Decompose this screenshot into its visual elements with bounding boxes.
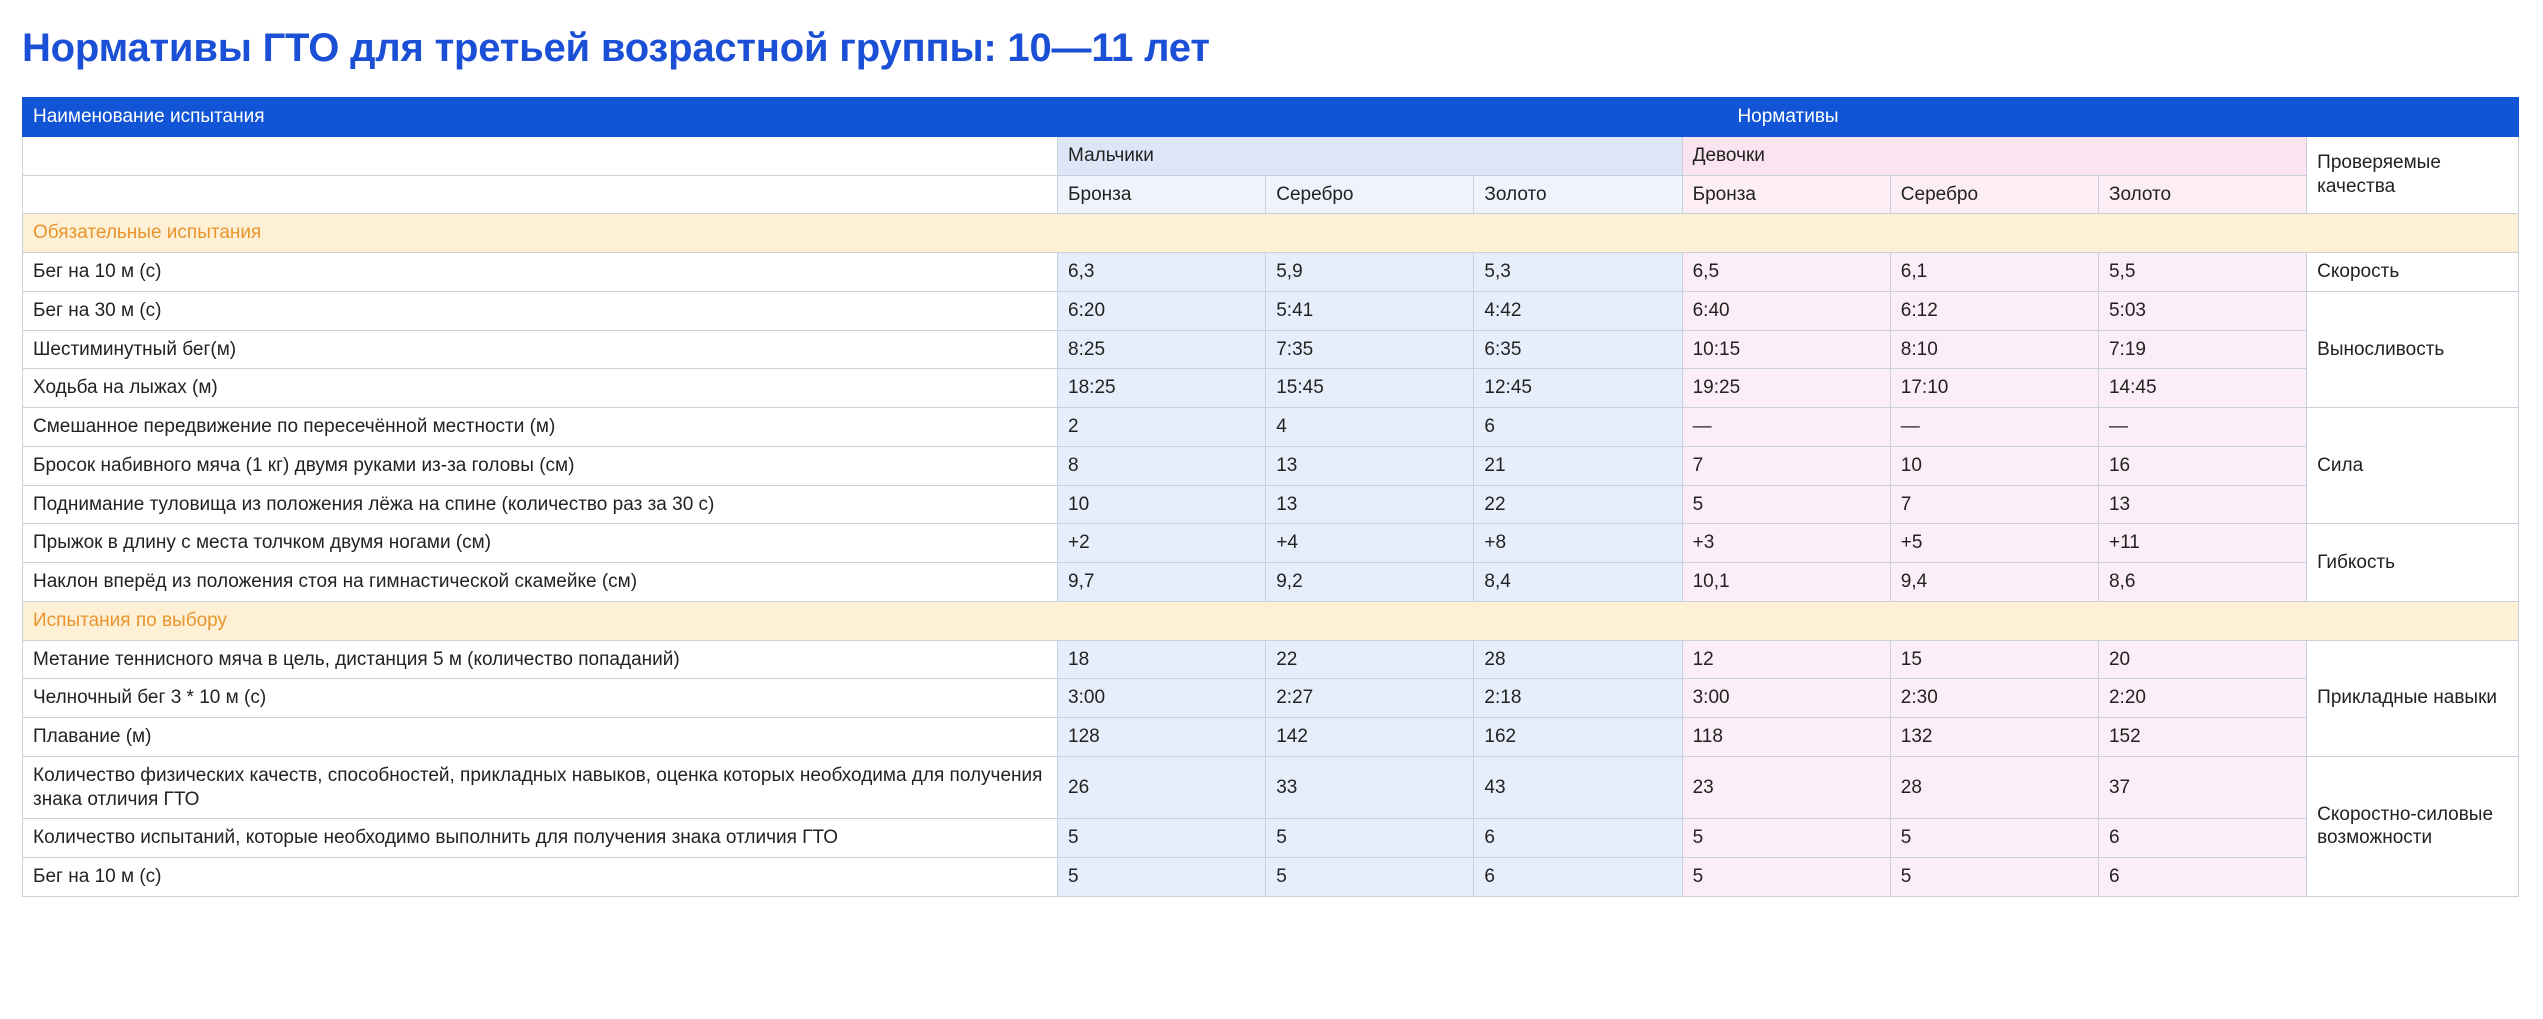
table-row xyxy=(23,718,2519,757)
girls-value-cell: 152 xyxy=(2098,718,2306,757)
test-name-cell: Количество испытаний, которые необходимо выполнить для получения знака отличия ГТО xyxy=(23,819,1058,858)
boys-value-cell: 6:20 xyxy=(1058,291,1266,330)
girls-value-cell: 7 xyxy=(1682,446,1890,485)
table-row xyxy=(23,446,2519,485)
boys-value-cell: 15:45 xyxy=(1266,369,1474,408)
test-name-cell: Поднимание туловища из положения лёжа на спине (количество раз за 30 с) xyxy=(23,485,1058,524)
boys-value-cell: 2:18 xyxy=(1474,679,1682,718)
header-spacer-name-2 xyxy=(23,175,1058,214)
girls-value-cell: 28 xyxy=(1890,756,2098,819)
girls-value-cell: 8:10 xyxy=(1890,330,2098,369)
girls-value-cell: 10:15 xyxy=(1682,330,1890,369)
boys-value-cell: 13 xyxy=(1266,485,1474,524)
boys-value-cell: 22 xyxy=(1266,640,1474,679)
section-header-row xyxy=(23,601,2519,640)
quality-cell: Прикладные навыки xyxy=(2307,640,2519,756)
girls-value-cell: 3:00 xyxy=(1682,679,1890,718)
girls-value-cell: 23 xyxy=(1682,756,1890,819)
boys-value-cell: 4 xyxy=(1266,408,1474,447)
header-level-girls-gold: Золото xyxy=(2098,175,2306,214)
table-body xyxy=(23,214,2519,897)
test-name-cell: Количество физических качеств, способностей, прикладных навыков, оценка которых необходима для получения знака отличия ГТО xyxy=(23,756,1058,819)
boys-value-cell: 9,2 xyxy=(1266,563,1474,602)
table-row xyxy=(23,756,2519,819)
test-name-cell: Бросок набивного мяча (1 кг) двумя руками из-за головы (см) xyxy=(23,446,1058,485)
page-title: Нормативы ГТО для третьей возрастной группы: 10—11 лет xyxy=(22,26,1210,70)
boys-value-cell: 2:27 xyxy=(1266,679,1474,718)
boys-value-cell: 12:45 xyxy=(1474,369,1682,408)
boys-value-cell: +2 xyxy=(1058,524,1266,563)
table-row xyxy=(23,563,2519,602)
table-row xyxy=(23,369,2519,408)
girls-value-cell: +5 xyxy=(1890,524,2098,563)
girls-value-cell: 8,6 xyxy=(2098,563,2306,602)
boys-value-cell: 18:25 xyxy=(1058,369,1266,408)
girls-value-cell: 2:30 xyxy=(1890,679,2098,718)
boys-value-cell: 4:42 xyxy=(1474,291,1682,330)
boys-value-cell: 21 xyxy=(1474,446,1682,485)
girls-value-cell: 10 xyxy=(1890,446,2098,485)
quality-cell: Скорость xyxy=(2307,253,2519,292)
boys-value-cell: +4 xyxy=(1266,524,1474,563)
table-row xyxy=(23,819,2519,858)
girls-value-cell: 14:45 xyxy=(2098,369,2306,408)
girls-value-cell: 118 xyxy=(1682,718,1890,757)
boys-value-cell: 2 xyxy=(1058,408,1266,447)
table-row xyxy=(23,640,2519,679)
section-title: Испытания по выбору xyxy=(23,601,2519,640)
boys-value-cell: 8,4 xyxy=(1474,563,1682,602)
girls-value-cell: — xyxy=(1890,408,2098,447)
girls-value-cell: 7 xyxy=(1890,485,2098,524)
girls-value-cell: +11 xyxy=(2098,524,2306,563)
girls-value-cell: 6 xyxy=(2098,858,2306,897)
header-girls: Девочки xyxy=(1682,136,2307,175)
header-row-top xyxy=(23,98,2519,137)
boys-value-cell: 6,3 xyxy=(1058,253,1266,292)
girls-value-cell: 9,4 xyxy=(1890,563,2098,602)
girls-value-cell: 13 xyxy=(2098,485,2306,524)
girls-value-cell: 16 xyxy=(2098,446,2306,485)
boys-value-cell: 43 xyxy=(1474,756,1682,819)
girls-value-cell: 5 xyxy=(1682,485,1890,524)
table-header xyxy=(23,98,2519,214)
girls-value-cell: 12 xyxy=(1682,640,1890,679)
header-quality: Проверяемые качества xyxy=(2307,136,2519,214)
girls-value-cell: +3 xyxy=(1682,524,1890,563)
test-name-cell: Шестиминутный бег(м) xyxy=(23,330,1058,369)
boys-value-cell: +8 xyxy=(1474,524,1682,563)
boys-value-cell: 5:41 xyxy=(1266,291,1474,330)
boys-value-cell: 5,3 xyxy=(1474,253,1682,292)
boys-value-cell: 6 xyxy=(1474,858,1682,897)
girls-value-cell: 5 xyxy=(1682,858,1890,897)
test-name-cell: Ходьба на лыжах (м) xyxy=(23,369,1058,408)
boys-value-cell: 22 xyxy=(1474,485,1682,524)
test-name-cell: Наклон вперёд из положения стоя на гимнастической скамейке (см) xyxy=(23,563,1058,602)
boys-value-cell: 26 xyxy=(1058,756,1266,819)
boys-value-cell: 5 xyxy=(1266,819,1474,858)
boys-value-cell: 5 xyxy=(1266,858,1474,897)
header-spacer-name xyxy=(23,136,1058,175)
boys-value-cell: 10 xyxy=(1058,485,1266,524)
header-level-boys-silver: Серебро xyxy=(1266,175,1474,214)
quality-cell: Сила xyxy=(2307,408,2519,524)
test-name-cell: Челночный бег 3 * 10 м (с) xyxy=(23,679,1058,718)
girls-value-cell: 6,5 xyxy=(1682,253,1890,292)
test-name-cell: Смешанное передвижение по пересечённой местности (м) xyxy=(23,408,1058,447)
boys-value-cell: 6:35 xyxy=(1474,330,1682,369)
girls-value-cell: 132 xyxy=(1890,718,2098,757)
table-row xyxy=(23,524,2519,563)
boys-value-cell: 18 xyxy=(1058,640,1266,679)
header-test-name: Наименование испытания xyxy=(23,98,1058,137)
girls-value-cell: 5 xyxy=(1890,819,2098,858)
table-row xyxy=(23,858,2519,897)
girls-value-cell: 19:25 xyxy=(1682,369,1890,408)
girls-value-cell: — xyxy=(2098,408,2306,447)
boys-value-cell: 9,7 xyxy=(1058,563,1266,602)
girls-value-cell: 6:40 xyxy=(1682,291,1890,330)
boys-value-cell: 162 xyxy=(1474,718,1682,757)
girls-value-cell: 10,1 xyxy=(1682,563,1890,602)
boys-value-cell: 142 xyxy=(1266,718,1474,757)
table-row xyxy=(23,291,2519,330)
header-level-girls-bronze: Бронза xyxy=(1682,175,1890,214)
quality-cell: Гибкость xyxy=(2307,524,2519,602)
test-name-cell: Прыжок в длину с места толчком двумя ногами (см) xyxy=(23,524,1058,563)
table-row xyxy=(23,485,2519,524)
girls-value-cell: 17:10 xyxy=(1890,369,2098,408)
test-name-cell: Плавание (м) xyxy=(23,718,1058,757)
boys-value-cell: 5 xyxy=(1058,819,1266,858)
boys-value-cell: 5,9 xyxy=(1266,253,1474,292)
section-title: Обязательные испытания xyxy=(23,214,2519,253)
header-level-girls-silver: Серебро xyxy=(1890,175,2098,214)
boys-value-cell: 128 xyxy=(1058,718,1266,757)
header-row-groups xyxy=(23,136,2519,175)
boys-value-cell: 7:35 xyxy=(1266,330,1474,369)
test-name-cell: Бег на 10 м (с) xyxy=(23,253,1058,292)
header-level-boys-bronze: Бронза xyxy=(1058,175,1266,214)
section-header-row xyxy=(23,214,2519,253)
table-row xyxy=(23,253,2519,292)
girls-value-cell: 5 xyxy=(1682,819,1890,858)
quality-cell: Выносливость xyxy=(2307,291,2519,407)
header-norms: Нормативы xyxy=(1058,98,2519,137)
boys-value-cell: 3:00 xyxy=(1058,679,1266,718)
header-level-boys-gold: Золото xyxy=(1474,175,1682,214)
girls-value-cell: 6 xyxy=(2098,819,2306,858)
table-row xyxy=(23,408,2519,447)
boys-value-cell: 5 xyxy=(1058,858,1266,897)
girls-value-cell: 6:12 xyxy=(1890,291,2098,330)
boys-value-cell: 33 xyxy=(1266,756,1474,819)
boys-value-cell: 13 xyxy=(1266,446,1474,485)
boys-value-cell: 8:25 xyxy=(1058,330,1266,369)
boys-value-cell: 8 xyxy=(1058,446,1266,485)
test-name-cell: Бег на 10 м (с) xyxy=(23,858,1058,897)
table-row xyxy=(23,679,2519,718)
boys-value-cell: 28 xyxy=(1474,640,1682,679)
girls-value-cell: 6,1 xyxy=(1890,253,2098,292)
girls-value-cell: 5:03 xyxy=(2098,291,2306,330)
header-boys: Мальчики xyxy=(1058,136,1683,175)
girls-value-cell: 15 xyxy=(1890,640,2098,679)
standards-table xyxy=(22,97,2519,897)
boys-value-cell: 6 xyxy=(1474,819,1682,858)
girls-value-cell: 5,5 xyxy=(2098,253,2306,292)
table-row xyxy=(23,330,2519,369)
girls-value-cell: 20 xyxy=(2098,640,2306,679)
girls-value-cell: 7:19 xyxy=(2098,330,2306,369)
girls-value-cell: — xyxy=(1682,408,1890,447)
quality-cell: Скоростно-силовые возможности xyxy=(2307,756,2519,896)
test-name-cell: Бег на 30 м (с) xyxy=(23,291,1058,330)
header-row-levels xyxy=(23,175,2519,214)
girls-value-cell: 5 xyxy=(1890,858,2098,897)
boys-value-cell: 6 xyxy=(1474,408,1682,447)
test-name-cell: Метание теннисного мяча в цель, дистанция 5 м (количество попаданий) xyxy=(23,640,1058,679)
girls-value-cell: 37 xyxy=(2098,756,2306,819)
girls-value-cell: 2:20 xyxy=(2098,679,2306,718)
